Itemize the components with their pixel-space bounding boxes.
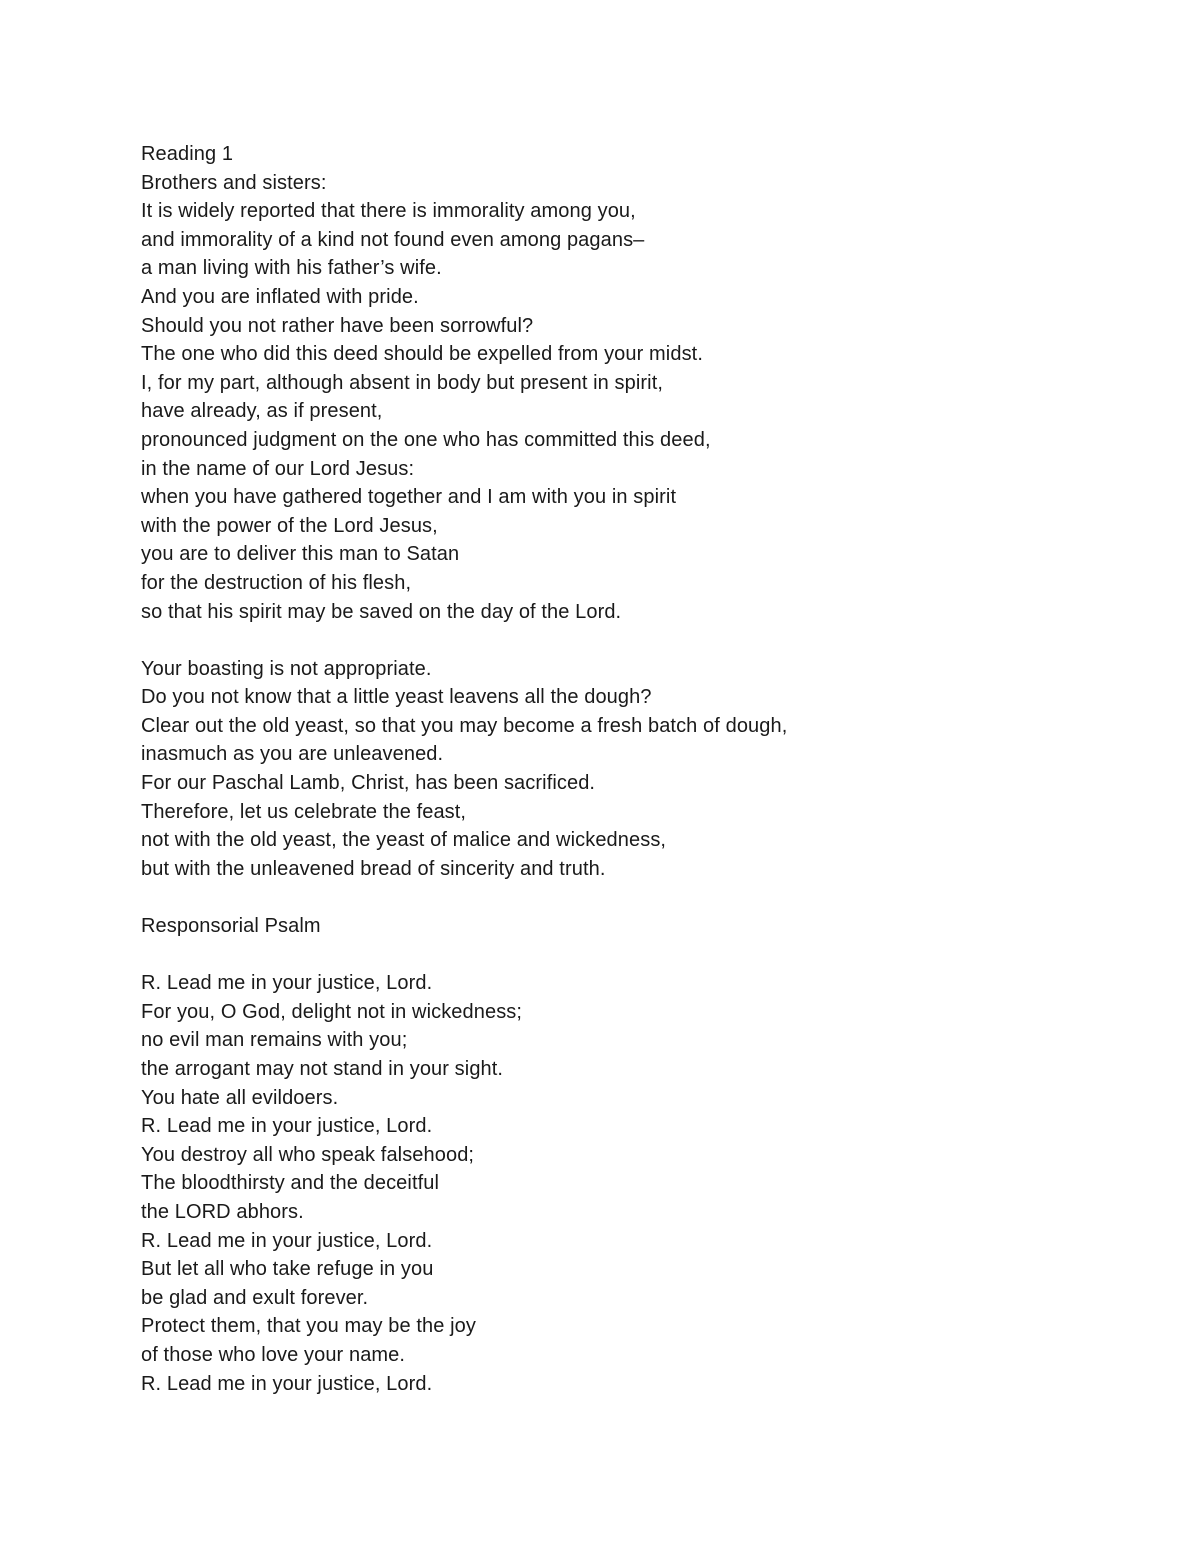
reading-part-2 xyxy=(141,655,1141,884)
reading-line: when you have gathered together and I am with you in spirit xyxy=(141,486,677,509)
psalm-line: be glad and exult forever. xyxy=(141,1286,369,1309)
reading-line: and immorality of a kind not found even among pagans– xyxy=(141,228,645,251)
reading-line: but with the unleavened bread of sincerity and truth. xyxy=(141,857,606,880)
psalm-line: But let all who take refuge in you xyxy=(141,1258,434,1281)
psalm-body xyxy=(141,969,1141,1398)
reading-line: inasmuch as you are unleavened. xyxy=(141,743,444,766)
reading-line: Therefore, let us celebrate the feast, xyxy=(141,800,467,823)
reading-line: a man living with his father’s wife. xyxy=(141,257,442,280)
reading-line: for the destruction of his flesh, xyxy=(141,571,412,594)
reading-line: For our Paschal Lamb, Christ, has been sacrificed. xyxy=(141,772,596,795)
psalm-line: no evil man remains with you; xyxy=(141,1029,408,1052)
reading-line: with the power of the Lord Jesus, xyxy=(141,514,438,537)
psalm-line: You hate all evildoers. xyxy=(141,1086,339,1109)
reading-line: not with the old yeast, the yeast of malice and wickedness, xyxy=(141,829,667,852)
reading-part-1 xyxy=(141,169,1141,627)
psalm-line: You destroy all who speak falsehood; xyxy=(141,1143,475,1166)
reading-line: pronounced judgment on the one who has committed this deed, xyxy=(141,428,711,451)
psalm-line: of those who love your name. xyxy=(141,1343,406,1366)
reading-line: Brothers and sisters: xyxy=(141,171,327,194)
document-body xyxy=(141,140,1141,1398)
psalm-line: Protect them, that you may be the joy xyxy=(141,1315,476,1338)
psalm-line: The bloodthirsty and the deceitful xyxy=(141,1172,440,1195)
reading-title: Reading 1 xyxy=(141,143,234,165)
reading-line: I, for my part, although absent in body but present in spirit, xyxy=(141,371,664,394)
blank-line xyxy=(141,941,1141,970)
psalm-response: R. Lead me in your justice, Lord. xyxy=(141,1229,433,1252)
reading-line: have already, as if present, xyxy=(141,400,383,423)
psalm-line: the LORD abhors. xyxy=(141,1200,304,1223)
reading-line: It is widely reported that there is immorality among you, xyxy=(141,200,636,223)
reading-line: Do you not know that a little yeast leavens all the dough? xyxy=(141,686,652,709)
psalm-title: Responsorial Psalm xyxy=(141,915,321,938)
reading-line: The one who did this deed should be expelled from your midst. xyxy=(141,343,703,366)
reading-line: in the name of our Lord Jesus: xyxy=(141,457,415,480)
blank-line xyxy=(141,626,1141,655)
psalm-line: the arrogant may not stand in your sight. xyxy=(141,1058,504,1080)
reading-line: so that his spirit may be saved on the day of the Lord. xyxy=(141,600,622,623)
psalm-response: R. Lead me in your justice, Lord. xyxy=(141,1372,433,1395)
reading-line: Your boasting is not appropriate. xyxy=(141,657,432,680)
blank-line xyxy=(141,883,1141,912)
reading-line: Clear out the old yeast, so that you may become a fresh batch of dough, xyxy=(141,714,788,737)
psalm-response: R. Lead me in your justice, Lord. xyxy=(141,1115,433,1138)
psalm-response: R. Lead me in your justice, Lord. xyxy=(141,972,433,995)
reading-line: Should you not rather have been sorrowful? xyxy=(141,314,534,337)
reading-line: And you are inflated with pride. xyxy=(141,285,419,308)
psalm-line: For you, O God, delight not in wickedness; xyxy=(141,1000,523,1023)
reading-line: you are to deliver this man to Satan xyxy=(141,543,460,566)
